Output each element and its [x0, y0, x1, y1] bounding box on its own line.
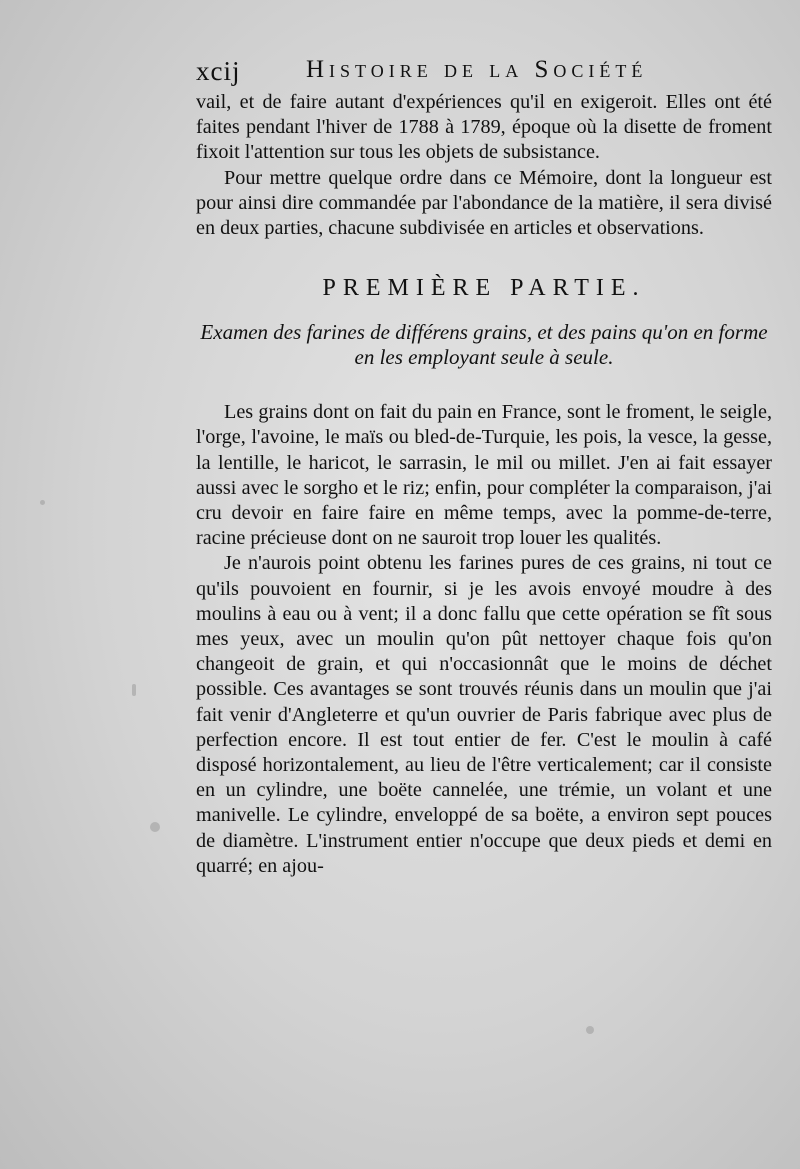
paragraph: Je n'aurois point obtenu les farines pures de ces grains, ni tout ce qu'ils pouvoient en fournir, si je les avois envoyé moudre à des moulins à eau ou à vent; il a donc fallu que cette opération se fît sous mes yeux, avec un moulin qu'on pût nettoyer chaque fois qu'on changeoit de grain, et qui n'occasionnât que le moins de déchet possible. Ces avantages se sont trouvés réunis dans un moulin que j'ai fait venir d'Angleterre et qu'un ouvrier de Paris fabrique avec plus de perfection encore. Il est tout entier de fer. C'est le moulin à café disposé horizontalement, au lieu de l'être verticalement; car il consiste en un cylindre, une boëte cannelée, une trémie, un volant et une manivelle. Le cylindre, enveloppé de sa boëte, a environ sept pouces de diamètre. L'instrument entier n'occupe que deux pieds et demi en quarré; en ajou-	[196, 552, 772, 877]
paper-stain	[40, 500, 45, 505]
section-subtitle: Examen des farines de différens grains, et des pains qu'on en forme en les employant seule à seule.	[200, 320, 768, 370]
section-title: PREMIÈRE PARTIE.	[322, 275, 646, 302]
paragraph: Les grains dont on fait du pain en France, sont le froment, le seigle, l'orge, l'avoine, le maïs ou bled-de-Turquie, les pois, la vesce, la gesse, la lentille, le haricot, le sarrasin, le mil ou millet. J'en ai fait essayer aussi avec le sorgho et le riz; enfin, pour compléter la comparaison, j'ai cru devoir en faire faire en même temps, avec la pomme-de-terre, racine précieuse dont on ne sauroit trop louer les qualités.	[196, 401, 772, 550]
main-text	[196, 90, 772, 879]
paper-stain	[586, 1026, 594, 1034]
page-number: xcij	[196, 56, 241, 86]
paragraph: Pour mettre quelque ordre dans ce Mémoire, dont la longueur est pour ainsi dire commandée par l'abondance de la matière, il sera divisé en deux parties, chacune subdivisée en articles et observations.	[196, 166, 772, 240]
running-title: Histoire de la Société	[306, 56, 648, 83]
paper-stain	[132, 684, 136, 696]
paragraph-continued: vail, et de faire autant d'expériences qu'il en exigeroit. Elles ont été faites pendant l'hiver de 1788 à 1789, époque où la disette de froment fixoit l'attention sur tous les objets de subsistance.	[196, 91, 772, 164]
paper-stain	[150, 822, 160, 832]
page-header	[196, 52, 776, 88]
